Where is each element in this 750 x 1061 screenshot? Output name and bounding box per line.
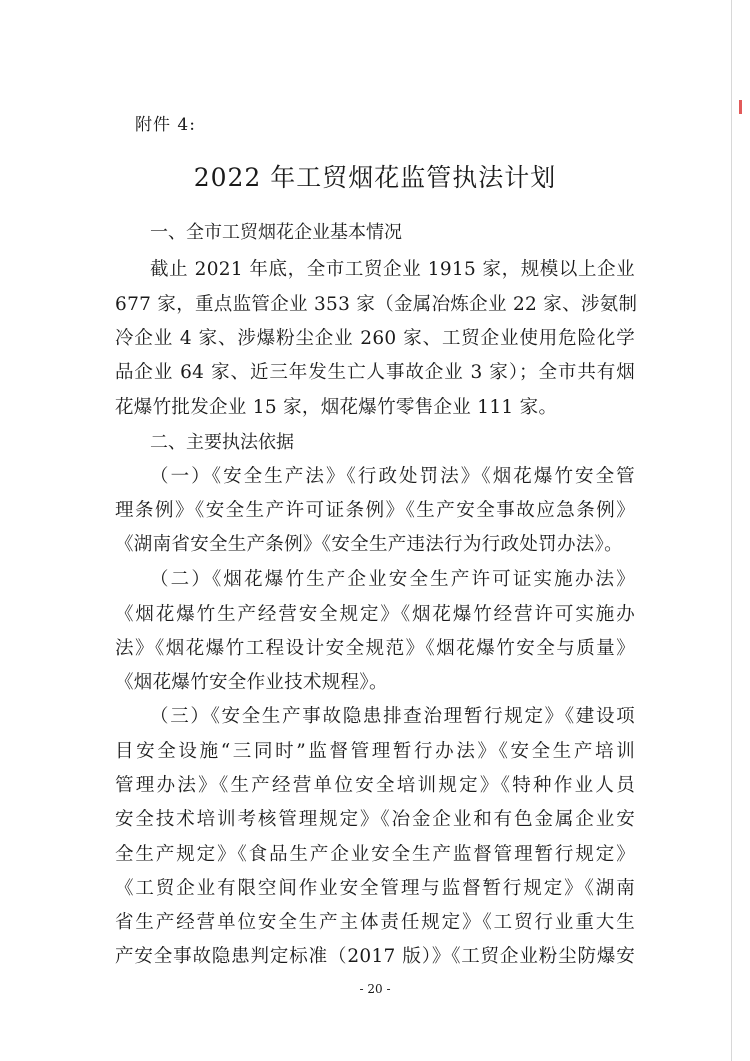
basis-1-line: 《湖南省安全生产条例》《安全生产违法行为行政处罚办法》。 — [115, 534, 623, 555]
basis-3-line: 产安全事故隐患判定标准（2017 版）》《工贸企业粉尘防爆安 — [115, 946, 635, 967]
basis-3-line: 全生产规定》《食品生产企业安全生产监督管理暂行规定》 — [115, 844, 635, 865]
basis-3-line: 安全技术培训考核管理规定》《冶金企业和有色金属企业安 — [115, 809, 635, 830]
basis-2-line: 法》《烟花爆竹工程设计安全规范》《烟花爆竹安全与质量》 — [115, 638, 635, 659]
basis-2-line: 《烟花爆竹安全作业技术规程》。 — [115, 672, 388, 693]
edge-mark — [739, 100, 742, 114]
basis-3-line: 《工贸企业有限空间作业安全管理与监督暂行规定》《湖南 — [115, 878, 635, 899]
basis-1-line: （一）《安全生产法》《行政处罚法》《烟花爆竹安全管 — [150, 466, 635, 487]
section-1-line: 677 家，重点监管企业 353 家（金属冶炼企业 22 家、涉氨制 — [115, 294, 638, 315]
section-1-heading: 一、全市工贸烟花企业基本情况 — [150, 222, 402, 243]
section-1-line: 冷企业 4 家、涉爆粉尘企业 260 家、工贸企业使用危险化学 — [115, 328, 635, 349]
basis-3-line: 管理办法》《生产经营单位安全培训规定》《特种作业人员 — [115, 775, 635, 796]
basis-3-line: 省生产经营单位安全生产主体责任规定》《工贸行业重大生 — [115, 912, 635, 933]
section-2-heading: 二、主要执法依据 — [150, 432, 294, 453]
basis-2-line: （二）《烟花爆竹生产企业安全生产许可证实施办法》 — [150, 569, 635, 590]
basis-3-line: 目安全设施“三同时”监督管理暂行办法》《安全生产培训 — [115, 741, 635, 762]
basis-2-line: 《烟花爆竹生产经营安全规定》《烟花爆竹经营许可实施办 — [115, 604, 635, 625]
section-1-line: 花爆竹批发企业 15 家，烟花爆竹零售企业 111 家。 — [115, 397, 558, 418]
page-number: - 20 - — [359, 982, 391, 996]
basis-3-line: （三）《安全生产事故隐患排查治理暂行规定》《建设项 — [150, 706, 635, 727]
attachment-label: 附件 4: — [135, 115, 196, 135]
document-title: 2022 年工贸烟花监管执法计划 — [193, 163, 557, 192]
section-1-line: 截止 2021 年底，全市工贸企业 1915 家，规模以上企业 — [150, 259, 635, 280]
section-1-line: 品企业 64 家、近三年发生亡人事故企业 3 家）；全市共有烟 — [115, 362, 635, 383]
basis-1-line: 理条例》《安全生产许可证条例》《生产安全事故应急条例》 — [115, 500, 635, 521]
